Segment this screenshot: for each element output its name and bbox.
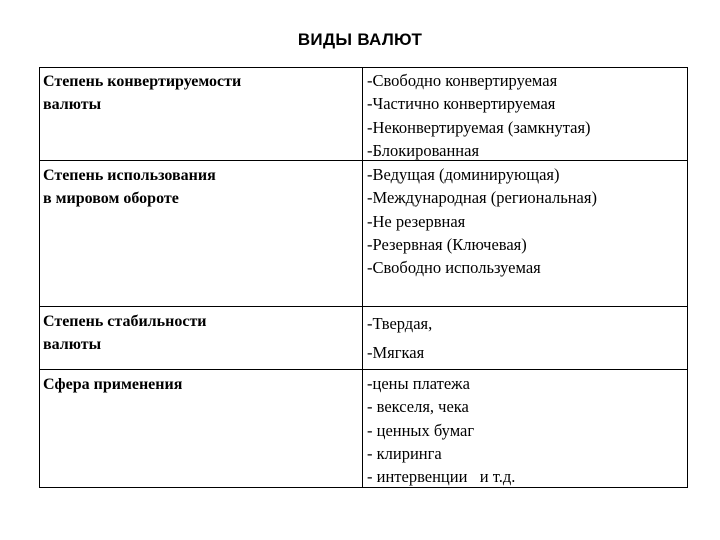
category-line: валюты: [43, 336, 102, 353]
items-application-scope: [367, 372, 685, 488]
category-world-usage: [43, 164, 343, 210]
items-stability: [367, 309, 685, 367]
list-item: - векселя, чека: [367, 397, 469, 417]
row-divider: [40, 306, 687, 307]
items-world-usage: [367, 163, 685, 279]
list-item: -Мягкая: [367, 343, 425, 362]
row-divider: [40, 369, 687, 370]
category-line: Степень конвертируемости: [43, 73, 242, 90]
list-item: - клиринга: [367, 443, 442, 463]
list-item: -Свободно конвертируемая: [367, 71, 558, 90]
items-convertibility: [367, 69, 685, 162]
list-item: -цены платежа: [367, 374, 470, 393]
category-application-scope: [43, 373, 343, 396]
list-item: -Неконвертируемая (замкнутая): [367, 117, 591, 137]
column-divider: [362, 68, 363, 487]
category-line: в мировом обороте: [43, 190, 179, 207]
category-line: Степень использования: [43, 167, 216, 184]
list-item: - ценных бумаг: [367, 420, 475, 440]
row-divider-left: [40, 160, 362, 161]
list-item: -Твердая,: [367, 314, 433, 333]
list-item: -Не резервная: [367, 211, 466, 231]
category-line: Сфера применения: [43, 376, 183, 393]
list-item: -Международная (региональная): [367, 188, 597, 208]
list-item: - интервенции и т.д.: [367, 467, 516, 487]
list-item: -Блокированная: [367, 140, 480, 160]
category-convertibility: [43, 70, 343, 116]
category-line: валюты: [43, 96, 102, 113]
list-item: -Свободно используемая: [367, 258, 541, 278]
currency-types-table: [39, 67, 688, 488]
page-title: ВИДЫ ВАЛЮТ: [297, 30, 423, 49]
list-item: -Частично конвертируемая: [367, 94, 556, 114]
category-line: Степень стабильности: [43, 313, 207, 330]
category-stability: [43, 310, 343, 356]
list-item: -Резервная (Ключевая): [367, 234, 527, 254]
list-item: -Ведущая (доминирующая): [367, 165, 560, 184]
